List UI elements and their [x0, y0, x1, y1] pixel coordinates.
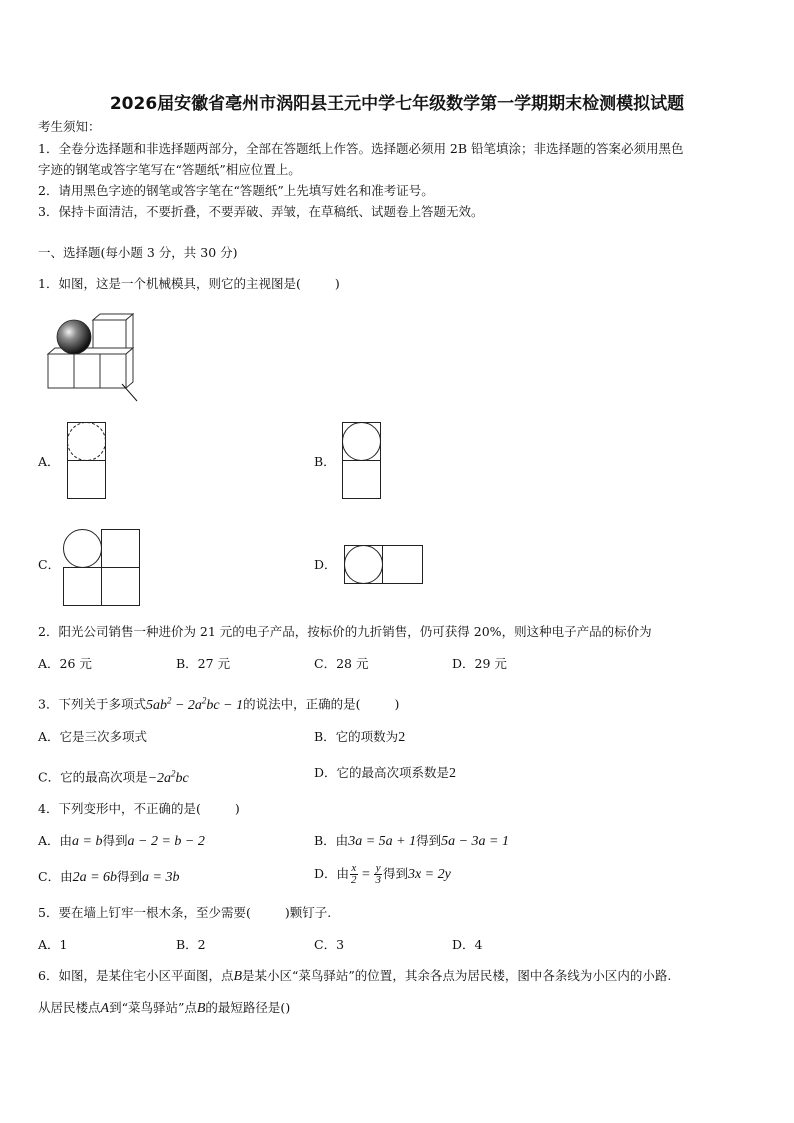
q4-option-a	[38, 833, 205, 850]
q4-option-b	[314, 833, 509, 850]
q6-line2-text-a: 从居民楼点	[38, 1000, 101, 1015]
question-1-close: )	[334, 276, 340, 291]
q5-option-a: A．1	[38, 937, 68, 952]
question-4-text: 4．下列变形中，不正确的是(	[38, 801, 201, 816]
q3-option-b-value: 2	[398, 730, 406, 745]
q1-option-c-label: C．	[38, 557, 61, 572]
q1-option-d-figure	[343, 544, 425, 586]
question-1-text: 1．如图，这是一个机械模具，则它的主视图是(	[38, 276, 301, 291]
question-6-line-2	[38, 1000, 290, 1017]
notice-item-3: 3．保持卡面清洁，不要折叠，不要弄破、弄皱，在草稿纸、试题卷上答题无效。	[38, 204, 484, 219]
q2-option-b: B．27 元	[176, 656, 231, 671]
fraction-y-over-3: $\frac{y}{3}$	[375, 862, 381, 886]
question-5-text: 5．要在墙上钉牢一根木条，至少需要(	[38, 905, 251, 920]
notice-item-1-line-2: 字迹的钢笔或答字笔写在“答题纸”相应位置上。	[38, 162, 301, 177]
q4-option-d-get: 得到	[382, 866, 408, 881]
q4-option-b-get: 得到	[416, 833, 442, 848]
question-4-close: )	[234, 801, 240, 816]
q6-point-a: A	[100, 1001, 110, 1016]
q4-option-d	[314, 863, 451, 886]
q4-option-b-premise: 3a = 5a + 1	[348, 834, 417, 849]
q3-option-c-text: C．它的最高次项是	[38, 769, 148, 785]
question-3-close: )	[394, 696, 400, 712]
q4-option-c-premise: 2a = 6b	[72, 870, 118, 885]
section-heading: 一、选择题(每小题 3 分，共 30 分)	[38, 245, 238, 260]
q3-option-b	[314, 729, 405, 746]
q4-option-c-result: a = 3b	[142, 870, 180, 885]
q3-option-c-term: $-2a^2bc$	[147, 768, 189, 786]
q4-option-a-label: A．由	[38, 833, 73, 848]
q5-option-d: D．4	[452, 937, 483, 952]
q2-option-d: D．29 元	[452, 656, 507, 671]
q1-option-b-label: B．	[314, 454, 336, 469]
question-3-text-post: 的说法中，正确的是(	[243, 696, 361, 712]
q6-point-b-2: B	[196, 1001, 206, 1016]
notice-item-1-line-1: 1．全卷分选择题和非选择题两部分，全部在答题纸上作答。选择题必须用 2B 铅笔填涂；非选择题的答案必须用黑色	[38, 141, 684, 156]
q3-option-d-value: 2	[449, 766, 457, 781]
q6-line2-text-c: 的最短路径是(	[205, 1000, 286, 1015]
question-5-stem	[38, 905, 331, 921]
q3-option-d-text: D．它的最高次项系数是	[314, 765, 450, 780]
q4-option-a-get: 得到	[102, 833, 128, 848]
mechanical-mold-figure	[40, 312, 150, 404]
notice-heading: 考生须知：	[38, 119, 101, 134]
fraction-x-over-2: $\frac{x}{2}$	[351, 862, 357, 886]
question-2-stem: 2．阳光公司销售一种进价为 21 元的电子产品，按标价的九折销售，仍可获得 20%，则这种电子产品的标价为	[38, 624, 652, 639]
q3-option-d	[314, 765, 456, 782]
question-3-stem	[38, 692, 399, 714]
q4-option-c	[38, 869, 180, 886]
q1-option-a-label: A．	[38, 454, 60, 469]
q3-option-c	[38, 765, 189, 787]
q4-option-c-get: 得到	[117, 869, 143, 884]
q1-option-d-label: D．	[314, 557, 337, 572]
notice-item-2: 2．请用黑色字迹的钢笔或答字笔在“答题纸”上先填写姓名和准考证号。	[38, 183, 434, 198]
q3-option-b-text: B．它的项数为	[314, 729, 399, 744]
q5-option-c: C．3	[314, 937, 345, 952]
q4-option-c-label: C．由	[38, 869, 73, 884]
q1-option-b-figure	[341, 421, 383, 501]
question-1-stem	[38, 276, 340, 292]
q4-option-d-result: 3x = 2y	[407, 867, 451, 882]
polynomial-expression: $5ab^2 - 2a^2bc - 1$	[145, 695, 244, 713]
q4-option-b-result: 5a − 3a = 1	[441, 834, 510, 849]
q4-option-d-label: D．由	[314, 866, 350, 881]
q5-option-b: B．2	[176, 937, 206, 952]
q4-option-a-premise: a = b	[72, 834, 103, 849]
q6-point-b: B	[233, 969, 243, 984]
q1-option-c-figure	[62, 528, 142, 608]
q3-option-a: A．它是三次多项式	[38, 729, 148, 744]
q6-line2-text-b: 到“菜鸟驿站”点	[109, 1000, 197, 1015]
q6-line1-text-b: 是某小区“菜鸟驿站”的位置，其余各点为居民楼，图中各条线为小区内的小路.	[242, 968, 672, 983]
q6-line2-close: )	[285, 1000, 291, 1015]
q4-option-a-result: a − 2 = b − 2	[127, 834, 205, 849]
equals-sign: =	[358, 867, 374, 882]
page-title: 2026届安徽省亳州市涡阳县王元中学七年级数学第一学期期末检测模拟试题	[109, 94, 685, 114]
q2-option-c: C．28 元	[314, 656, 369, 671]
question-6-line-1	[38, 968, 671, 985]
question-3-text-pre: 3．下列关于多项式	[38, 696, 146, 712]
q1-option-a-figure	[66, 421, 108, 501]
q2-option-a: A．26 元	[38, 656, 92, 671]
question-4-stem	[38, 801, 240, 817]
q4-option-b-label: B．由	[314, 833, 349, 848]
q6-line1-text-a: 6．如图，是某住宅小区平面图，点	[38, 968, 234, 983]
question-5-close: )颗钉子.	[284, 905, 332, 920]
